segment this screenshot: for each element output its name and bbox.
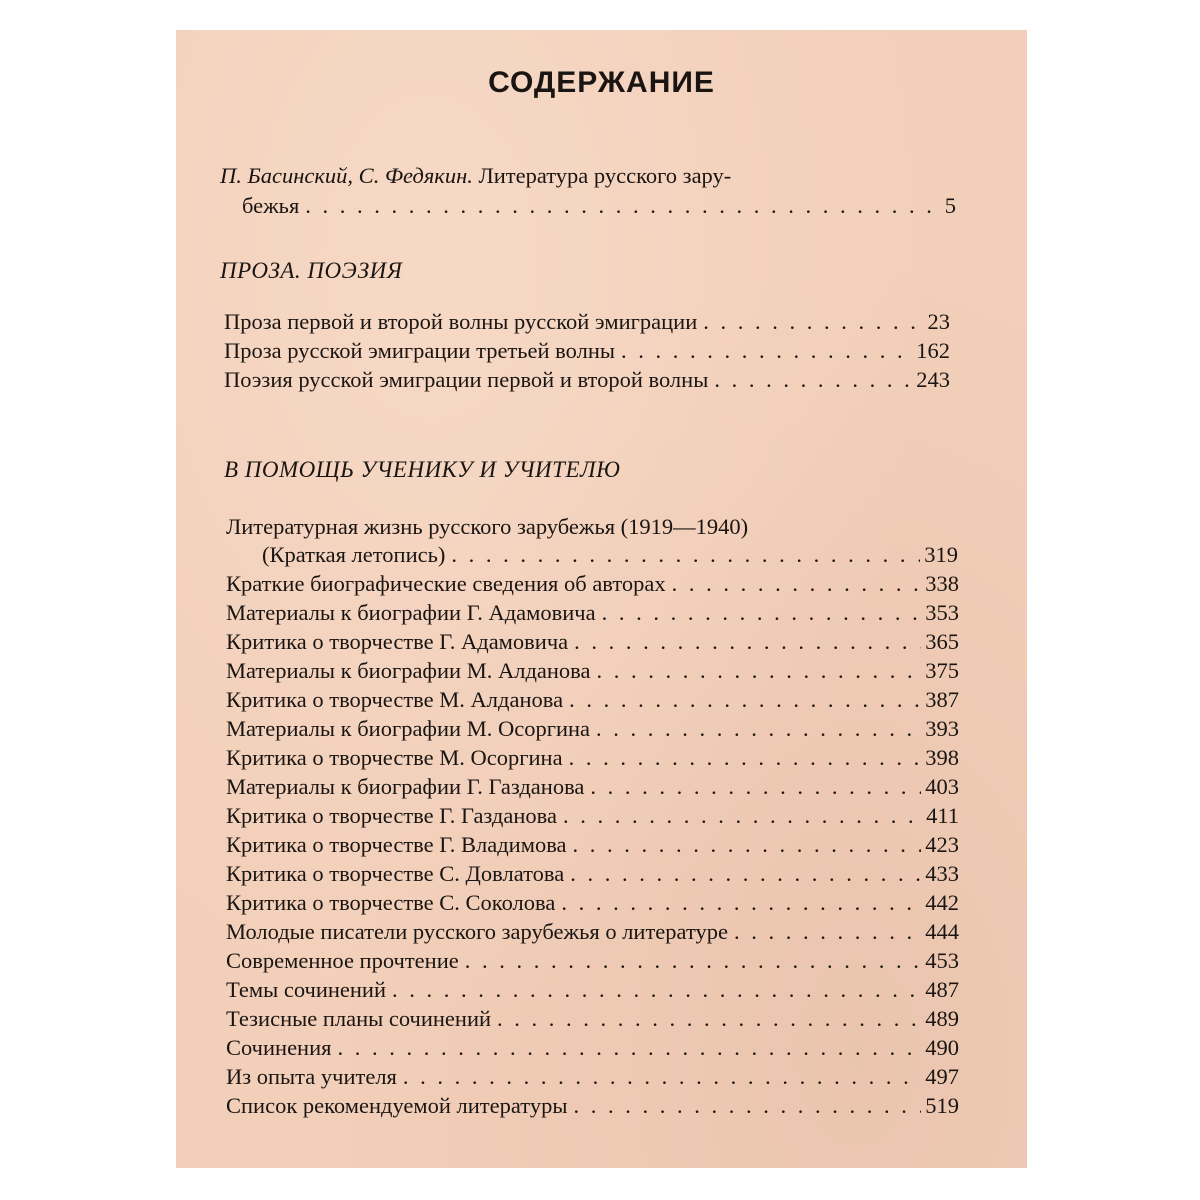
dot-leader xyxy=(338,1037,922,1060)
dot-leader xyxy=(561,892,921,915)
toc-entry xyxy=(224,311,950,334)
page-number: 365 xyxy=(925,629,959,654)
toc-entry xyxy=(226,805,959,828)
entry-title: Поэзия русской эмиграции первой и второй волны xyxy=(224,367,709,392)
page-number: 387 xyxy=(925,687,959,712)
entry-title: Критика о творчестве М. Алданова xyxy=(226,687,564,712)
intro-title-line2: бежья xyxy=(242,193,300,218)
entry-title: Современное прочтение xyxy=(226,948,459,973)
toc-entry xyxy=(226,863,959,886)
entry-title: Проза русской эмиграции третьей волны xyxy=(224,338,615,363)
page-number: 489 xyxy=(925,1006,959,1031)
dot-leader xyxy=(563,805,922,828)
toc-entry xyxy=(226,979,959,1002)
dot-leader xyxy=(672,573,922,596)
page-number: 243 xyxy=(916,367,950,392)
toc-entry xyxy=(226,921,959,944)
entry-title: Материалы к биографии Г. Газданова xyxy=(226,774,585,799)
dot-leader xyxy=(573,834,922,857)
page-number: 338 xyxy=(925,571,959,596)
dot-leader xyxy=(497,1008,921,1031)
entry-title: Материалы к биографии Г. Адамовича xyxy=(226,600,596,625)
toc-entry xyxy=(226,1008,959,1031)
page-number: 23 xyxy=(927,309,950,334)
dot-leader xyxy=(392,979,921,1002)
toc-entry xyxy=(226,747,959,770)
page-number: 5 xyxy=(944,193,956,218)
toc-entry xyxy=(226,689,959,712)
dot-leader xyxy=(621,340,912,363)
toc-entry xyxy=(226,1037,959,1060)
entry-title: Критика о творчестве С. Довлатова xyxy=(226,861,565,886)
page-number: 444 xyxy=(925,919,959,944)
page-number: 393 xyxy=(925,716,959,741)
intro-entry-line2 xyxy=(242,195,956,218)
dot-leader xyxy=(734,921,921,944)
toc-entry xyxy=(224,340,950,363)
section-heading: В ПОМОЩЬ УЧЕНИКУ И УЧИТЕЛЮ xyxy=(224,457,621,482)
dot-leader xyxy=(570,863,921,886)
dot-leader xyxy=(573,1095,921,1118)
page-number: 497 xyxy=(925,1064,959,1089)
dot-leader xyxy=(703,311,923,334)
page-number: 411 xyxy=(926,803,959,828)
toc-entry xyxy=(226,1066,959,1089)
section-heading: ПРОЗА. ПОЭЗИЯ xyxy=(220,258,403,283)
page-number: 375 xyxy=(925,658,959,683)
entry-title: Молодые писатели русского зарубежья о литературе xyxy=(226,919,728,944)
dot-leader xyxy=(403,1066,921,1089)
entry-title: Критика о творчестве М. Осоргина xyxy=(226,745,563,770)
toc-entry xyxy=(226,660,959,683)
dot-leader xyxy=(714,369,912,392)
intro-authors: П. Басинский, С. Федякин. xyxy=(220,163,473,188)
page-number: 319 xyxy=(924,542,958,567)
entry-title: Материалы к биографии М. Алданова xyxy=(226,658,591,683)
toc-entry xyxy=(226,834,959,857)
page-number: 403 xyxy=(925,774,959,799)
toc-entry xyxy=(226,1095,959,1118)
page-number: 353 xyxy=(925,600,959,625)
entry-title: Критика о творчестве Г. Газданова xyxy=(226,803,557,828)
entry-title: Из опыта учителя xyxy=(226,1064,397,1089)
toc-entry xyxy=(226,718,959,741)
entry-title: Темы сочинений xyxy=(226,977,387,1002)
dot-leader xyxy=(569,689,921,712)
page-number: 398 xyxy=(925,745,959,770)
page-number: 453 xyxy=(925,948,959,973)
entry-title: Краткие биографические сведения об авторах xyxy=(226,571,666,596)
page-number: 519 xyxy=(925,1093,959,1118)
entry-title: Проза первой и второй волны русской эмиграции xyxy=(224,309,698,334)
toc-entry xyxy=(226,573,959,596)
toc-entry xyxy=(226,631,959,654)
dot-leader xyxy=(574,631,921,654)
dot-leader xyxy=(596,718,921,741)
dot-leader xyxy=(602,602,922,625)
book-page xyxy=(176,30,1027,1168)
dot-leader xyxy=(305,195,940,218)
toc-entry xyxy=(262,544,958,567)
dot-leader xyxy=(569,747,922,770)
page-number: 487 xyxy=(925,977,959,1002)
page-number: 162 xyxy=(916,338,950,363)
page-number: 433 xyxy=(925,861,959,886)
intro-entry-line1 xyxy=(220,165,731,188)
page-number: 490 xyxy=(925,1035,959,1060)
entry-title: Критика о творчестве С. Соколова xyxy=(226,890,556,915)
entry-title: Сочинения xyxy=(226,1035,332,1060)
entry-title: Список рекомендуемой литературы xyxy=(226,1093,568,1118)
entry-title: Критика о творчестве Г. Адамовича xyxy=(226,629,569,654)
entry-title: Материалы к биографии М. Осоргина xyxy=(226,716,591,741)
dot-leader xyxy=(451,544,920,567)
page-number: 442 xyxy=(925,890,959,915)
chronicle-entry-line1: Литературная жизнь русского зарубежья (1919—1940) xyxy=(226,514,749,539)
intro-title-line1: Литература русского зару- xyxy=(478,163,732,188)
entry-title: (Краткая летопись) xyxy=(262,542,446,567)
toc-entry xyxy=(226,602,959,625)
dot-leader xyxy=(597,660,922,683)
page-title: СОДЕРЖАНИЕ xyxy=(488,66,715,99)
page-number: 423 xyxy=(925,832,959,857)
dot-leader xyxy=(465,950,922,973)
toc-entry xyxy=(226,892,959,915)
entry-title: Критика о творчестве Г. Владимова xyxy=(226,832,567,857)
entry-title: Тезисные планы сочинений xyxy=(226,1006,492,1031)
toc-entry xyxy=(224,369,950,392)
toc-entry xyxy=(226,776,959,799)
toc-entry xyxy=(226,950,959,973)
dot-leader xyxy=(590,776,921,799)
